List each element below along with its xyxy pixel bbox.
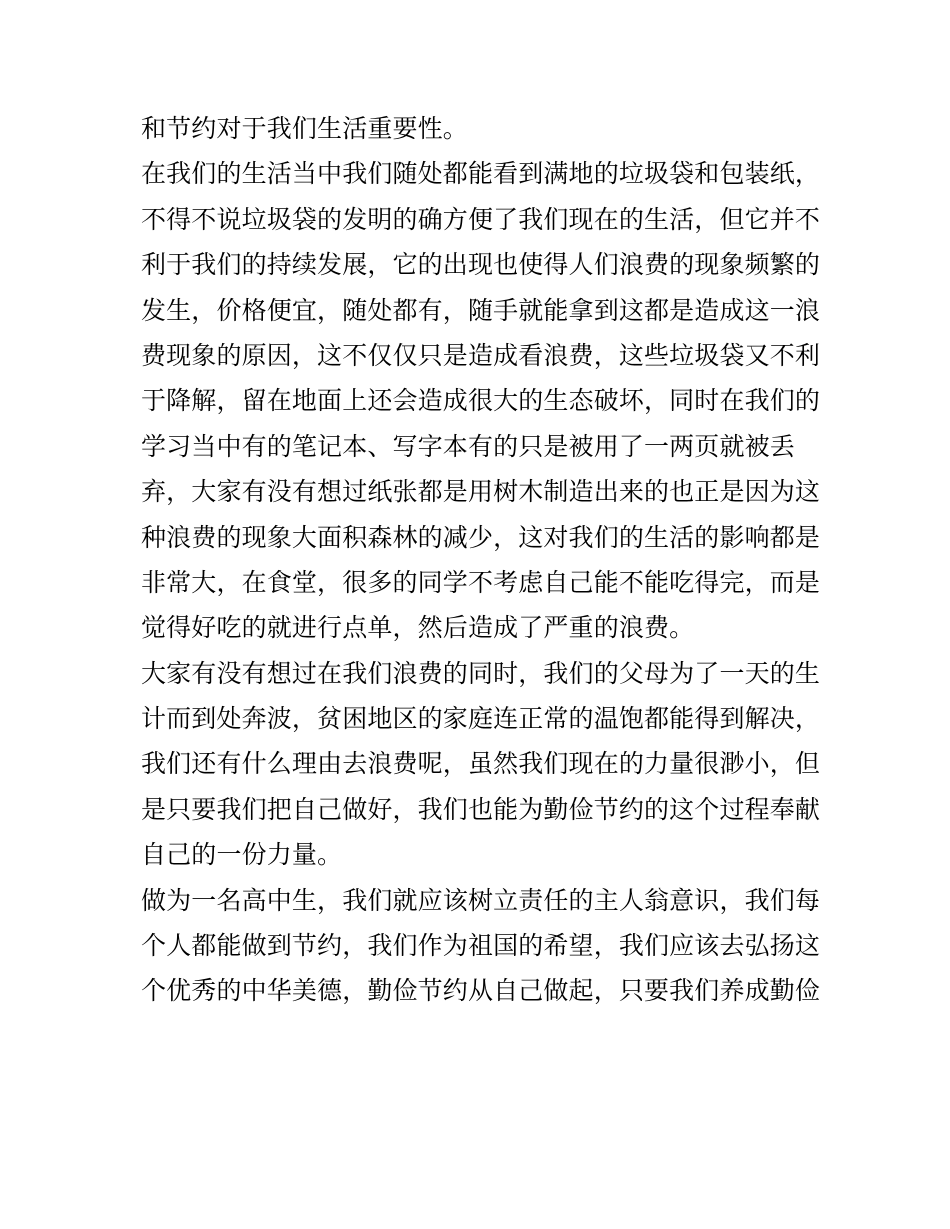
text-line: 计而到处奔波，贫困地区的家庭连正常的温饱都能得到解决， [141,704,821,734]
text-line: 觉得好吃的就进行点单，然后造成了严重的浪费。 [141,613,695,643]
text-line: 于降解，留在地面上还会造成很大的生态破坏，同时在我们的 [141,386,821,416]
text-line: 大家有没有想过在我们浪费的同时，我们的父母为了一天的生 [141,658,821,688]
text-line: 弃，大家有没有想过纸张都是用树木制造出来的也正是因为这 [141,477,821,507]
text-line: 利于我们的持续发展，它的出现也使得人们浪费的现象频繁的 [141,250,821,280]
body-text [141,110,821,1018]
text-line: 种浪费的现象大面积森林的减少，这对我们的生活的影响都是 [141,522,821,552]
text-line: 是只要我们把自己做好，我们也能为勤俭节约的这个过程奉献 [141,794,821,824]
text-line: 不得不说垃圾袋的发明的确方便了我们现在的生活，但它并不 [141,204,821,234]
text-line: 费现象的原因，这不仅仅只是造成看浪费，这些垃圾袋又不利 [141,340,821,370]
text-line: 学习当中有的笔记本、写字本有的只是被用了一两页就被丢 [141,431,795,461]
text-line: 非常大，在食堂，很多的同学不考虑自己能不能吃得完，而是 [141,567,821,597]
text-line: 在我们的生活当中我们随处都能看到满地的垃圾袋和包装纸， [141,159,821,189]
text-line: 个人都能做到节约，我们作为祖国的希望，我们应该去弘扬这 [141,931,821,961]
text-line: 我们还有什么理由去浪费呢，虽然我们现在的力量很渺小，但 [141,749,821,779]
text-line: 自己的一份力量。 [141,840,343,870]
text-line: 个优秀的中华美德，勤俭节约从自己做起，只要我们养成勤俭 [141,976,821,1006]
text-line: 发生，价格便宜，随处都有，随手就能拿到这都是造成这一浪 [141,295,821,325]
text-line: 和节约对于我们生活重要性。 [141,114,468,143]
text-line: 做为一名高中生，我们就应该树立责任的主人翁意识，我们每 [141,885,821,915]
